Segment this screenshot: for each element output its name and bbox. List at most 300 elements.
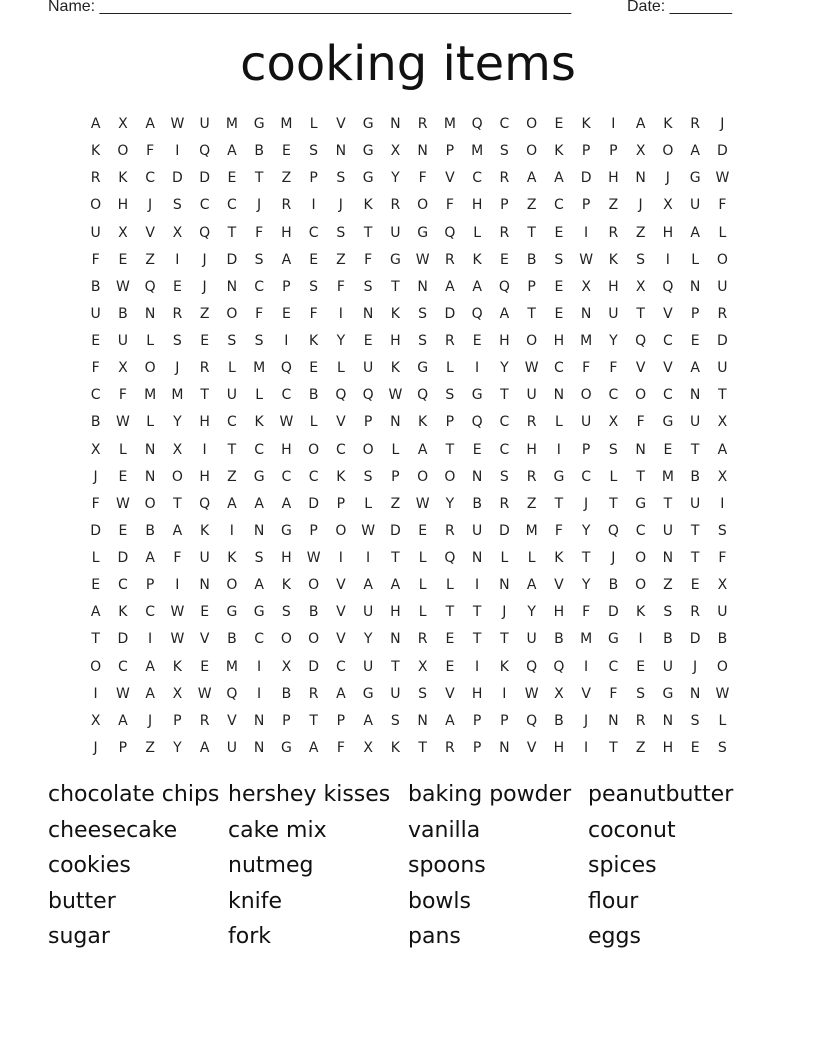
grid-letter: C (662, 387, 673, 404)
grid-letter: G (362, 143, 374, 160)
grid-letter: Z (663, 577, 673, 594)
grid-letter: M (471, 143, 484, 160)
grid-letter: D (444, 305, 456, 322)
grid-letter: Q (607, 522, 619, 539)
grid-letter: X (90, 712, 101, 729)
grid-letter: B (608, 577, 619, 594)
grid-letter: S (608, 441, 618, 458)
grid-letter: Z (608, 197, 619, 214)
grid-letter: U (117, 333, 128, 349)
word-list-item: vanilla (408, 817, 481, 843)
grid-letter: M (253, 360, 266, 377)
grid-letter: P (445, 143, 455, 160)
grid-letter: S (717, 739, 727, 756)
grid-letter: N (417, 143, 428, 160)
grid-letter: E (172, 278, 182, 295)
grid-letter: E (118, 522, 128, 539)
grid-letter: E (227, 170, 237, 187)
word-list-item: bowls (408, 888, 471, 914)
grid-letter: K (636, 604, 646, 621)
grid-letter: U (199, 116, 210, 132)
grid-letter: J (257, 197, 262, 214)
grid-letter: B (526, 251, 537, 268)
grid-letter: K (91, 143, 101, 160)
grid-letter: E (499, 251, 509, 268)
grid-letter: T (445, 441, 455, 458)
grid-letter: K (200, 522, 210, 539)
word-list-item: nutmeg (228, 853, 314, 879)
grid-letter: A (227, 495, 237, 512)
grid-letter: I (556, 441, 561, 458)
grid-letter: J (665, 170, 670, 187)
grid-letter: O (335, 522, 347, 539)
grid-letter: I (175, 577, 180, 594)
grid-letter: L (418, 577, 427, 594)
grid-letter: O (308, 441, 320, 458)
grid-letter: X (717, 577, 728, 594)
grid-letter: L (718, 712, 727, 729)
grid-letter: D (90, 522, 102, 539)
grid-letter: O (417, 197, 429, 214)
grid-letter: U (662, 522, 673, 539)
grid-letter: O (526, 143, 538, 160)
grid-letter: M (280, 116, 293, 132)
grid-letter: Q (199, 143, 211, 160)
grid-letter: C (281, 468, 292, 485)
date-field-label: Date: _______ (627, 0, 732, 15)
grid-letter: L (554, 414, 563, 431)
grid-letter: O (417, 468, 429, 485)
grid-letter: S (499, 468, 509, 485)
grid-letter: N (226, 278, 238, 295)
grid-letter: T (391, 550, 400, 566)
grid-letter: N (390, 631, 401, 648)
grid-letter: Y (173, 739, 182, 756)
grid-letter: A (281, 251, 292, 268)
grid-letter: C (662, 333, 673, 349)
grid-letter: K (418, 414, 428, 431)
grid-letter: T (472, 604, 482, 621)
grid-letter: U (363, 360, 374, 377)
grid-letter: S (717, 522, 727, 539)
word-list-item: spices (588, 853, 657, 879)
grid-letter: L (336, 360, 345, 377)
grid-letter: G (389, 251, 401, 268)
grid-letter: X (417, 658, 428, 675)
word-list-item: cheesecake (48, 817, 178, 843)
word-list-item: knife (228, 888, 283, 914)
grid-letter: F (91, 495, 100, 512)
grid-letter: M (580, 631, 593, 648)
grid-letter: T (636, 468, 645, 485)
grid-letter: O (144, 495, 156, 512)
grid-letter: K (118, 604, 128, 621)
grid-letter: Q (471, 116, 483, 132)
grid-letter: A (199, 739, 210, 756)
grid-letter: E (690, 739, 700, 756)
grid-letter: P (472, 712, 482, 729)
grid-letter: C (499, 441, 510, 458)
grid-letter: O (716, 658, 728, 675)
grid-letter: M (661, 468, 674, 485)
grid-letter: P (363, 414, 373, 431)
grid-letter: V (581, 685, 591, 702)
grid-letter: T (690, 550, 700, 566)
grid-letter: E (445, 631, 455, 648)
grid-letter: S (309, 143, 319, 160)
grid-letter: J (175, 360, 180, 377)
grid-letter: B (254, 143, 264, 160)
grid-letter: F (609, 685, 618, 702)
grid-letter: X (717, 468, 728, 485)
grid-letter: H (199, 414, 210, 431)
grid-letter: E (281, 143, 291, 160)
grid-letter: F (336, 739, 345, 756)
grid-letter: R (690, 604, 700, 621)
grid-letter: D (580, 170, 592, 187)
word-list-item: flour (588, 888, 639, 914)
grid-letter: P (581, 143, 591, 160)
grid-letter: D (607, 604, 619, 621)
grid-letter: U (690, 495, 701, 512)
grid-letter: Q (199, 224, 211, 241)
grid-letter: R (499, 495, 510, 512)
word-list-item: eggs (588, 924, 641, 950)
grid-letter: O (635, 550, 647, 566)
grid-letter: Z (227, 468, 237, 485)
grid-letter: W (170, 631, 185, 648)
grid-letter: R (172, 305, 183, 322)
grid-letter: T (391, 658, 400, 675)
grid-letter: H (471, 685, 483, 702)
grid-letter: I (584, 739, 589, 756)
grid-letter: F (718, 550, 727, 566)
grid-letter: I (175, 251, 180, 268)
grid-letter: Z (145, 739, 155, 756)
grid-letter: K (608, 251, 618, 268)
grid-letter: C (308, 468, 319, 485)
grid-letter: N (417, 278, 428, 295)
grid-letter: Q (335, 387, 347, 404)
grid-letter: Y (581, 577, 591, 594)
grid-letter: U (717, 360, 728, 377)
grid-letter: Y (609, 333, 618, 349)
grid-letter: B (281, 685, 292, 702)
word-list (48, 777, 768, 955)
grid-letter: F (91, 251, 100, 268)
grid-letter: K (390, 305, 400, 322)
grid-letter: W (415, 495, 430, 512)
grid-letter: G (253, 604, 265, 621)
grid-letter: U (690, 414, 701, 431)
grid-letter: W (115, 685, 130, 702)
grid-letter: V (663, 360, 673, 377)
grid-letter: R (390, 197, 401, 214)
grid-letter: T (309, 712, 318, 729)
grid-letter: Z (281, 170, 292, 187)
grid-letter: U (690, 197, 701, 214)
grid-letter: C (254, 631, 265, 648)
grid-letter: J (202, 251, 207, 268)
grid-letter: B (554, 631, 564, 648)
grid-letter: N (253, 712, 265, 729)
grid-letter: R (499, 224, 510, 241)
grid-letter: X (635, 278, 646, 295)
grid-letter: N (499, 577, 510, 594)
grid-letter: Y (445, 495, 455, 512)
grid-letter: Z (635, 739, 646, 756)
grid-letter: U (526, 631, 537, 648)
grid-letter: P (527, 278, 536, 295)
grid-letter: O (716, 251, 728, 268)
grid-letter: C (499, 414, 510, 431)
grid-letter: P (282, 278, 291, 295)
grid-letter: S (445, 387, 455, 404)
grid-letter: L (445, 360, 454, 377)
grid-letter: A (417, 441, 428, 458)
grid-letter: A (145, 658, 155, 675)
grid-letter: T (418, 739, 427, 756)
grid-letter: T (391, 278, 400, 295)
grid-letter: H (608, 170, 619, 187)
grid-letter: U (363, 604, 374, 621)
grid-letter: C (608, 658, 619, 675)
grid-letter: G (662, 414, 674, 431)
grid-letter: A (118, 712, 128, 729)
grid-letter: L (691, 251, 700, 268)
grid-letter: N (253, 739, 265, 756)
grid-letter: U (390, 685, 401, 702)
grid-letter: E (554, 224, 564, 241)
grid-letter: I (229, 522, 234, 539)
grid-letter: X (717, 414, 728, 431)
grid-letter: W (170, 604, 185, 621)
grid-letter: J (584, 712, 589, 729)
grid-letter: E (91, 333, 101, 349)
grid-letter: A (145, 685, 155, 702)
grid-letter: R (90, 170, 101, 187)
grid-letter: J (502, 604, 507, 621)
grid-letter: G (253, 116, 265, 132)
grid-letter: W (306, 550, 321, 566)
grid-letter: V (227, 712, 237, 729)
grid-letter: V (336, 604, 346, 621)
grid-letter: B (308, 604, 319, 621)
grid-letter: B (145, 522, 155, 539)
grid-letter: W (579, 251, 594, 268)
grid-letter: H (199, 468, 210, 485)
grid-letter: W (524, 360, 539, 377)
grid-letter: T (663, 495, 673, 512)
grid-letter: B (227, 631, 237, 648)
grid-letter: R (690, 116, 700, 132)
grid-letter: K (281, 577, 291, 594)
grid-letter: U (717, 604, 728, 621)
grid-letter: E (281, 305, 291, 322)
grid-letter: E (200, 333, 210, 349)
grid-letter: H (390, 604, 401, 621)
grid-letter: D (199, 170, 211, 187)
word-list-item: spoons (408, 853, 486, 879)
grid-letter: O (444, 468, 456, 485)
grid-letter: N (144, 441, 156, 458)
grid-letter: D (689, 631, 701, 648)
grid-letter: V (336, 414, 346, 431)
grid-letter: T (363, 224, 373, 241)
grid-letter: H (526, 441, 537, 458)
grid-letter: I (475, 360, 480, 377)
grid-letter: X (281, 658, 292, 675)
grid-letter: A (635, 116, 646, 132)
grid-letter: Z (526, 197, 537, 214)
word-list-item: sugar (48, 924, 110, 950)
grid-letter: P (336, 495, 346, 512)
grid-letter: P (609, 143, 618, 160)
grid-letter: V (336, 577, 346, 594)
grid-letter: N (635, 441, 646, 458)
grid-letter: H (553, 739, 565, 756)
grid-letter: V (445, 685, 455, 702)
grid-letter: I (638, 631, 643, 648)
grid-letter: I (93, 685, 98, 702)
grid-letter: J (148, 197, 153, 214)
grid-letter: B (472, 495, 482, 512)
grid-letter: G (362, 170, 374, 187)
grid-letter: I (611, 116, 616, 132)
grid-letter: T (91, 631, 100, 648)
grid-letter: H (281, 224, 292, 241)
grid-letter: U (662, 658, 673, 675)
grid-letter: R (445, 251, 455, 268)
grid-letter: I (475, 658, 480, 675)
grid-letter: J (720, 116, 725, 132)
grid-letter: A (363, 712, 373, 729)
grid-letter: X (118, 224, 128, 241)
grid-letter: H (471, 197, 483, 214)
grid-letter: J (93, 468, 98, 485)
grid-letter: O (90, 197, 102, 214)
grid-letter: B (717, 631, 728, 648)
grid-letter: K (172, 658, 182, 675)
grid-letter: K (499, 658, 509, 675)
grid-letter: X (172, 685, 183, 702)
grid-letter: S (254, 333, 264, 349)
grid-letter: F (255, 305, 264, 322)
grid-letter: T (554, 495, 564, 512)
grid-letter: D (171, 170, 183, 187)
grid-letter: L (118, 441, 127, 458)
grid-letter: N (662, 712, 674, 729)
grid-letter: Q (199, 495, 211, 512)
grid-letter: O (144, 360, 156, 377)
grid-letter: F (255, 224, 264, 241)
grid-letter: Y (527, 604, 536, 621)
grid-letter: A (254, 577, 264, 594)
grid-letter: N (580, 305, 592, 322)
grid-letter: M (171, 387, 184, 404)
grid-letter: G (280, 739, 292, 756)
grid-letter: P (500, 197, 509, 214)
grid-letter: H (390, 333, 401, 349)
grid-letter: F (146, 143, 155, 160)
grid-letter: B (90, 278, 101, 295)
grid-letter: N (635, 170, 646, 187)
grid-letter: C (581, 468, 592, 485)
grid-letter: L (418, 550, 427, 566)
grid-letter: O (280, 631, 292, 648)
grid-letter: A (281, 495, 292, 512)
grid-letter: O (117, 143, 129, 160)
grid-letter: A (90, 604, 101, 621)
grid-letter: T (227, 224, 237, 241)
grid-letter: U (90, 305, 101, 322)
grid-letter: T (690, 441, 700, 458)
grid-letter: P (309, 170, 318, 187)
grid-letter: S (499, 143, 509, 160)
grid-letter: A (690, 224, 700, 241)
grid-letter: H (117, 197, 129, 214)
grid-letter: T (227, 441, 237, 458)
grid-letter: P (336, 712, 346, 729)
grid-letter: D (389, 522, 401, 539)
grid-letter: O (526, 333, 538, 349)
grid-letter: W (715, 685, 730, 702)
grid-letter: T (445, 604, 455, 621)
grid-letter: S (690, 712, 700, 729)
page-title: cooking items (240, 36, 576, 92)
grid-letter: T (609, 739, 618, 756)
word-list-item: hershey kisses (228, 782, 391, 807)
grid-letter: G (471, 387, 483, 404)
grid-letter: R (717, 305, 728, 322)
grid-letter: E (309, 360, 319, 377)
grid-letter: W (279, 414, 294, 431)
grid-letter: A (363, 577, 373, 594)
grid-letter: S (390, 712, 400, 729)
grid-letter: P (118, 739, 128, 756)
grid-letter: E (118, 251, 128, 268)
grid-letter: Z (526, 495, 537, 512)
grid-letter: Q (662, 278, 674, 295)
grid-letter: W (388, 387, 403, 404)
grid-letter: V (635, 360, 646, 377)
grid-letter: X (635, 143, 646, 160)
grid-letter: C (499, 116, 510, 132)
grid-letter: O (308, 631, 320, 648)
grid-letter: E (663, 441, 673, 458)
grid-letter: P (145, 577, 155, 594)
grid-letter: N (199, 577, 210, 594)
grid-letter: X (581, 278, 591, 295)
grid-letter: U (526, 387, 537, 404)
grid-letter: C (553, 360, 564, 377)
grid-letter: M (225, 658, 238, 675)
grid-letter: I (284, 333, 289, 349)
grid-letter: A (172, 522, 183, 539)
grid-letter: A (145, 550, 155, 566)
grid-letter: Q (417, 387, 429, 404)
grid-letter: N (144, 468, 156, 485)
grid-letter: F (309, 305, 318, 322)
grid-letter: C (117, 577, 128, 594)
grid-letter: V (554, 577, 564, 594)
grid-letter: R (308, 685, 319, 702)
grid-letter: I (175, 143, 180, 160)
header-line (48, 0, 768, 20)
grid-letter: N (362, 305, 374, 322)
grid-letter: C (472, 170, 483, 187)
grid-letter: R (199, 360, 210, 377)
